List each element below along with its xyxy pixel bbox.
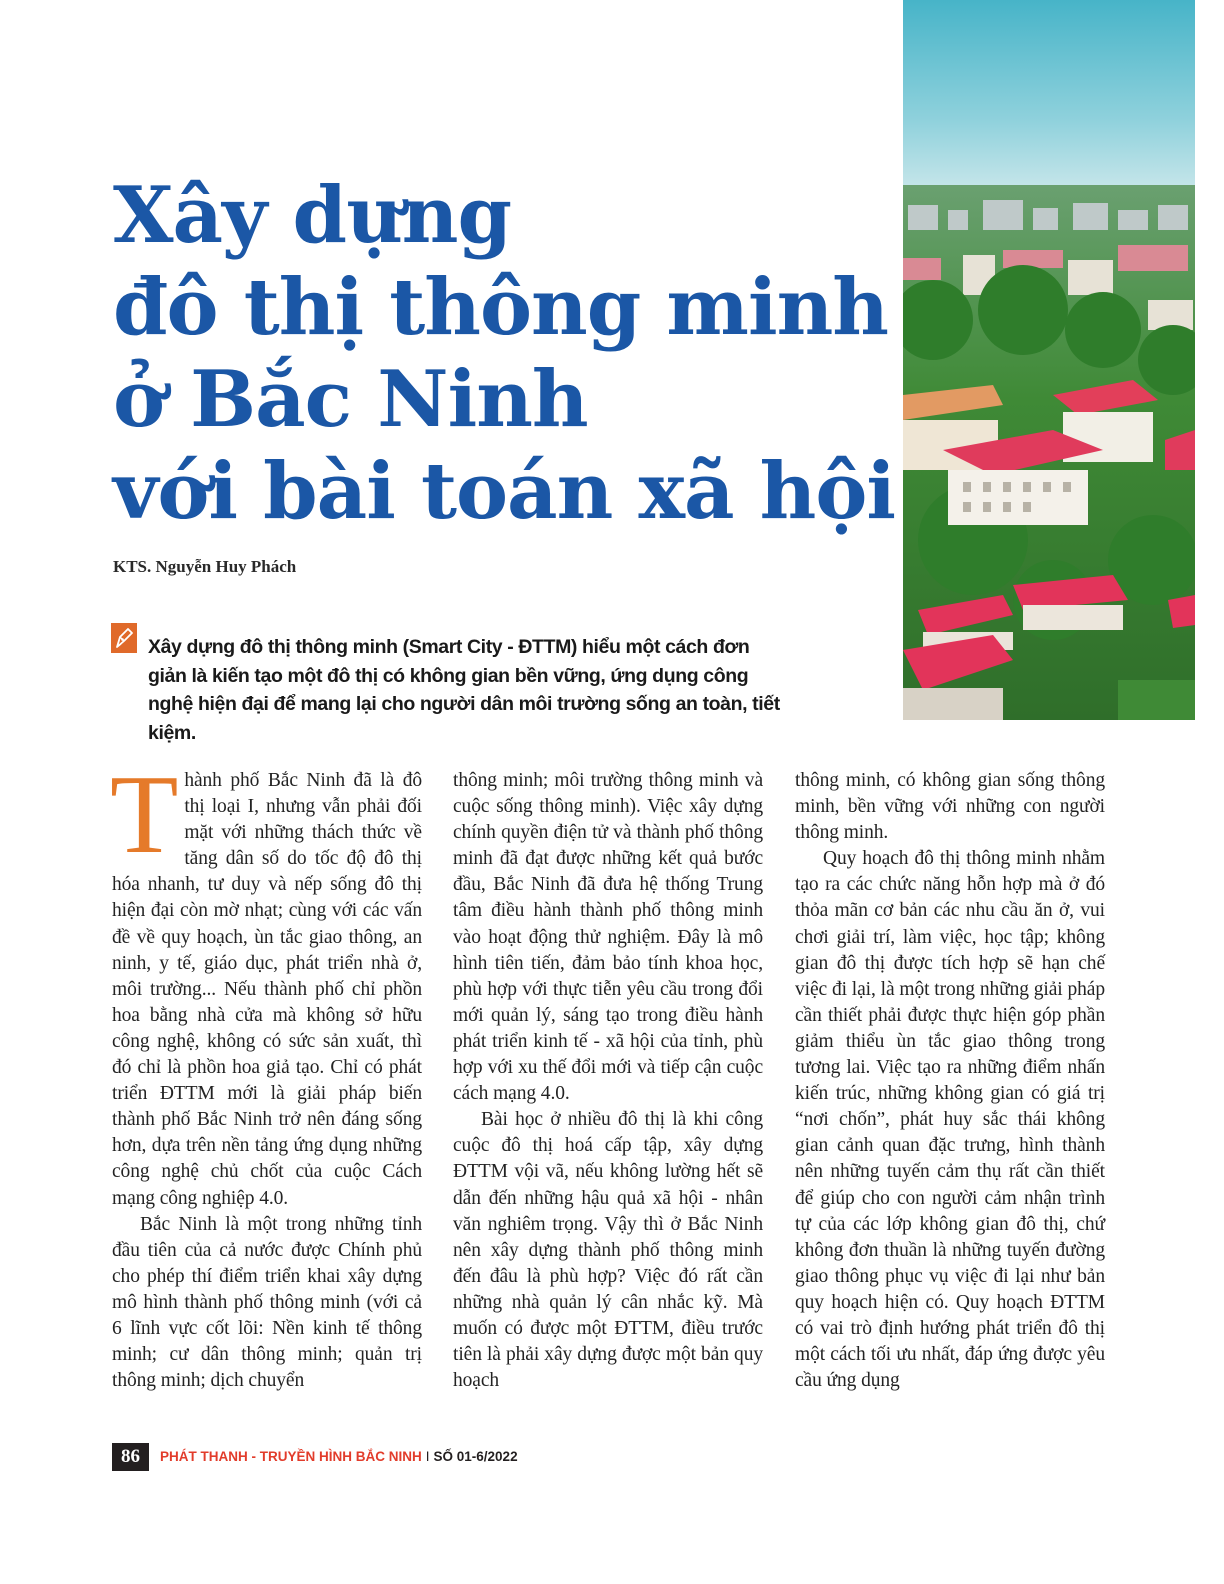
title-line: Xây dựng — [113, 170, 512, 261]
city-aerial-photo — [903, 0, 1195, 720]
footer-separator: I — [425, 1449, 430, 1464]
paragraph — [110, 753, 422, 1212]
body-column-1 — [110, 753, 422, 1394]
body-column-2 — [453, 768, 763, 1394]
page-number: 86 — [112, 1443, 149, 1471]
paragraph: thông minh, có không gian sống thông minh, bền vững với những con người thông minh. — [795, 770, 1105, 844]
publication-name: PHÁT THANH - TRUYỀN HÌNH BẮC NINH — [160, 1449, 422, 1464]
author-byline: KTS. Nguyễn Huy Phách — [113, 557, 297, 576]
footer-publication — [160, 1448, 518, 1466]
paragraph: thông minh; môi trường thông minh và cuộc sống thông minh). Việc xây dựng chính quyền điện tử và thành phố thông minh đã đạt được những kết quả bước đầu, Bắc Ninh đã đưa hệ thống Trung tâm điều hành thành phố thông minh vào hoạt động thử nghiệm. Đây là mô hình tiên tiến, đảm bảo tính khoa học, phù hợp với thực tiễn yêu cầu trong đổi mới quản lý, sáng tạo trong điều hành phát triển kinh tế - xã hội của tỉnh, phù hợp với xu thế đổi mới và tiếp cận cuộc cách mạng 4.0. — [453, 770, 763, 1105]
drop-cap: T — [110, 753, 179, 877]
paragraph-text: hành phố Bắc Ninh đã là đô thị loại I, nhưng vẫn phải đối mặt với những thách thức về tăng dân số do tốc độ đô thị hóa nhanh, tư duy và nếp sống đô thị hiện đại còn mờ nhạt; cùng với các vấn đề về quy hoạch, ùn tắc giao thông, an ninh, y tế, giáo dục, phát triển nhà ở, môi trường... Nếu thành phố chỉ phồn hoa bằng nhà cửa mà không sở hữu công nghệ, không có sức sản xuất, thì đó chỉ là phồn hoa giả tạo. Chỉ có phát triển ĐTTM mới là giải pháp biến thành phố Bắc Ninh trở nên đáng sống hơn, dựa trên nền tảng ứng dụng những công nghệ chủ chốt của cuộc Cách mạng công nghiệp 4.0. — [112, 770, 422, 1209]
pen-nib-icon — [111, 623, 137, 653]
body-column-3 — [795, 768, 1105, 1394]
paragraph: Quy hoạch đô thị thông minh nhằm tạo ra các chức năng hỗn hợp mà ở đó thỏa mãn cơ bản các nhu cầu ăn ở, vui chơi giải trí, làm việc, học tập; không gian đô thị được tích hợp sẽ hạn chế việc đi lại, là một trong những giải pháp cần thiết phải được thực hiện góp phần giảm thiểu ùn tắc giao thông trong tương lai. Việc tạo ra những điểm nhấn kiến trúc, những không gian có giá trị “nơi chốn”, phát huy sắc thái không gian cảnh quan đặc trưng, hình thành nên những tuyến cảm thụ rất cần thiết để giúp cho con người cảm nhận trình tự của các lớp không gian đô thị, chứ không đơn thuần là những tuyến đường giao thông phục vụ việc đi lại như bản quy hoạch hiện có. Quy hoạch ĐTTM có vai trò định hướng phát triển đô thị một cách tối ưu nhất, đáp ứng được yêu cầu ứng dụng — [795, 848, 1105, 1392]
issue-number: SỐ 01-6/2022 — [433, 1449, 518, 1464]
paragraph: Bài học ở nhiều đô thị là khi công cuộc đô thị hoá cấp tập, xây dựng ĐTTM vội vã, nếu không lường hết sẽ dẫn đến những hậu quả xã hội - nhân văn nghiêm trọng. Vậy thì ở Bắc Ninh nên xây dựng thành phố thông minh đến đâu là phù hợp? Việc đó rất cần những nhà quản lý cân nhắc kỹ. Mà muốn có được một ĐTTM, điều trước tiên là phải xây dựng được một bản quy hoạch — [453, 1109, 763, 1392]
article-lead: Xây dựng đô thị thông minh (Smart City - ĐTTM) hiểu một cách đơn giản là kiến tạo một đô thị có không gian bền vững, ứng dụng công nghệ hiện đại để mang lại cho người dân môi trường sống an toàn, tiết kiệm. — [148, 636, 780, 744]
title-line: đô thị thông minh — [113, 262, 888, 353]
paragraph: Bắc Ninh là một trong những tỉnh đầu tiên của cả nước được Chính phủ cho phép thí điểm triển khai xây dựng mô hình thành phố thông minh (với cả 6 lĩnh vực cốt lõi: Nền kinh tế thông minh; cư dân thông minh; quản trị thông minh; dịch chuyển — [112, 1213, 422, 1392]
title-line: với bài toán xã hội — [113, 446, 896, 537]
article-title — [113, 170, 896, 538]
title-line: ở Bắc Ninh — [113, 354, 588, 445]
